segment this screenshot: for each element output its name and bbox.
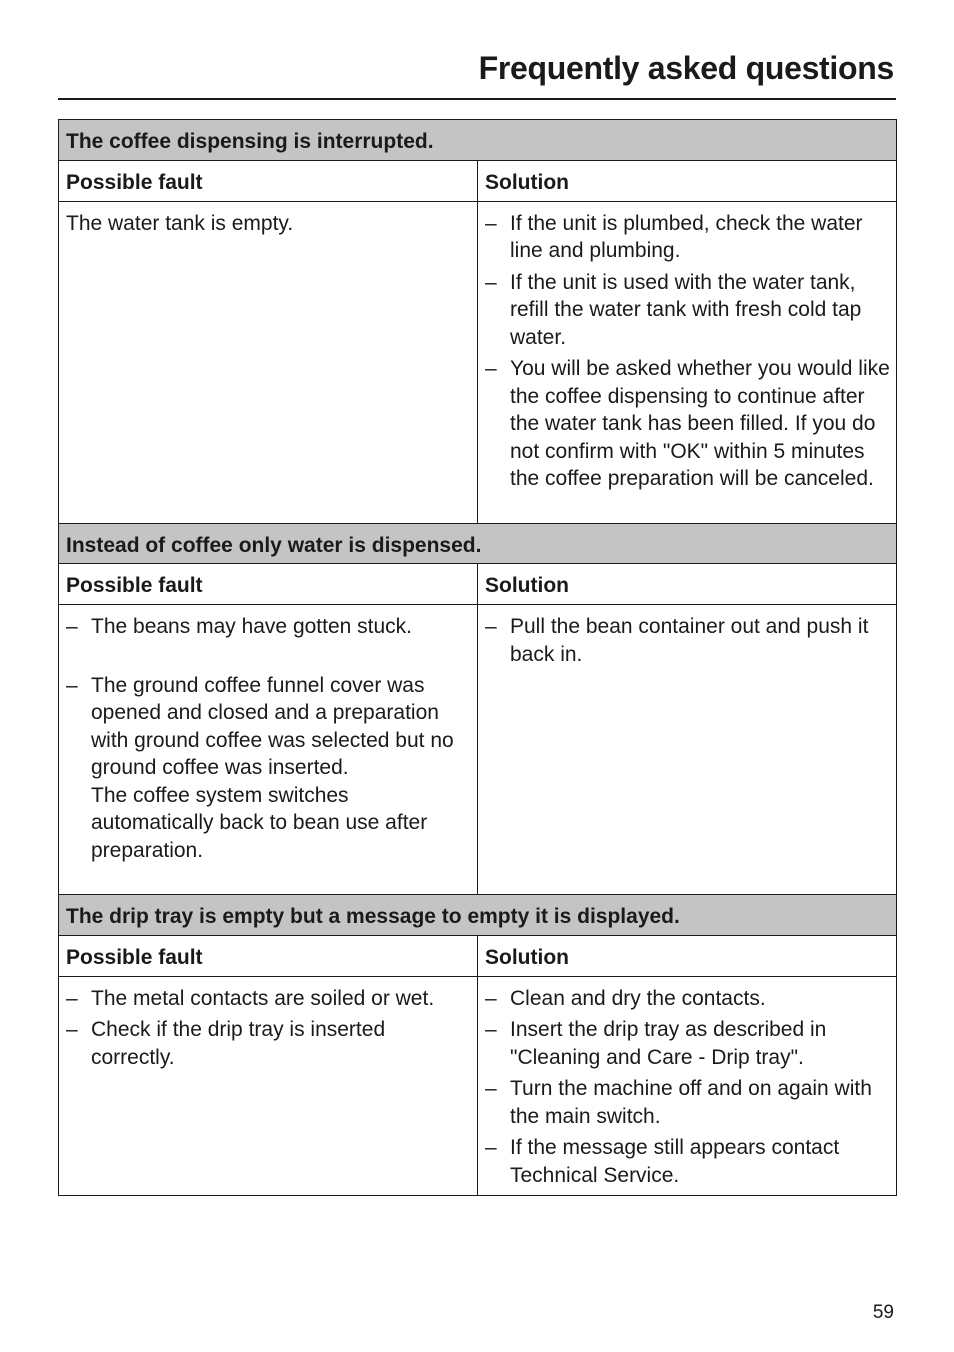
solution-list bbox=[485, 210, 890, 493]
list-item-text: – The ground coffee funnel cover was opened and closed and a preparation with ground coffee was selected but no ground coffee was inserted. bbox=[91, 673, 454, 779]
fault-column-header: Possible fault bbox=[59, 564, 478, 605]
fault-cell bbox=[59, 976, 478, 1196]
table-row bbox=[59, 605, 897, 895]
list-item: – Turn the machine off and on again with the main switch. bbox=[485, 1075, 890, 1130]
solution-cell bbox=[478, 976, 897, 1196]
list-item: – Insert the drip tray as described in "Cleaning and Care - Drip tray". bbox=[485, 1016, 890, 1071]
fault-text: The water tank is empty. bbox=[66, 211, 294, 235]
fault-list bbox=[66, 985, 471, 1072]
section-heading: Instead of coffee only water is dispensed. bbox=[59, 523, 897, 564]
section-heading-row bbox=[59, 523, 897, 564]
fault-cell bbox=[59, 605, 478, 895]
solution-cell bbox=[478, 605, 897, 895]
section-heading-row bbox=[59, 120, 897, 161]
list-item: – Clean and dry the contacts. bbox=[485, 985, 890, 1013]
table-row bbox=[59, 201, 897, 523]
page-title: Frequently asked questions bbox=[478, 50, 894, 86]
solution-column-header: Solution bbox=[478, 160, 897, 201]
list-item: – You will be asked whether you would like the coffee dispensing to continue after the water tank has been filled. If you do not confirm with "OK" within 5 minutes the coffee preparation will be canceled. bbox=[485, 355, 890, 493]
list-item bbox=[66, 672, 471, 865]
list-item: – The metal contacts are soiled or wet. bbox=[66, 985, 471, 1013]
section-heading: The coffee dispensing is interrupted. bbox=[59, 120, 897, 161]
list-item: – The beans may have gotten stuck. bbox=[66, 613, 471, 641]
list-item: – If the unit is plumbed, check the water line and plumbing. bbox=[485, 210, 890, 265]
fault-column-header: Possible fault bbox=[59, 160, 478, 201]
list-item: – If the message still appears contact Technical Service. bbox=[485, 1134, 890, 1189]
page-number: 59 bbox=[872, 1302, 894, 1323]
section-heading-row bbox=[59, 895, 897, 936]
column-header-row bbox=[59, 564, 897, 605]
solution-list bbox=[485, 985, 890, 1190]
fault-column-header: Possible fault bbox=[59, 935, 478, 976]
column-header-row bbox=[59, 160, 897, 201]
fault-list bbox=[66, 613, 471, 864]
solution-cell bbox=[478, 201, 897, 523]
section-heading: The drip tray is empty but a message to empty it is displayed. bbox=[59, 895, 897, 936]
solution-list bbox=[485, 613, 890, 668]
title-divider bbox=[58, 98, 896, 100]
column-header-row bbox=[59, 935, 897, 976]
list-item: – Pull the bean container out and push it back in. bbox=[485, 613, 890, 668]
solution-column-header: Solution bbox=[478, 564, 897, 605]
faq-table bbox=[58, 119, 897, 1196]
fault-cell bbox=[59, 201, 478, 523]
list-item: – If the unit is used with the water tank, refill the water tank with fresh cold tap water. bbox=[485, 269, 890, 352]
solution-column-header: Solution bbox=[478, 935, 897, 976]
list-item-note: The coffee system switches automatically back to bean use after preparation. bbox=[91, 783, 428, 862]
table-row bbox=[59, 976, 897, 1196]
list-item: – Check if the drip tray is inserted correctly. bbox=[66, 1016, 471, 1071]
